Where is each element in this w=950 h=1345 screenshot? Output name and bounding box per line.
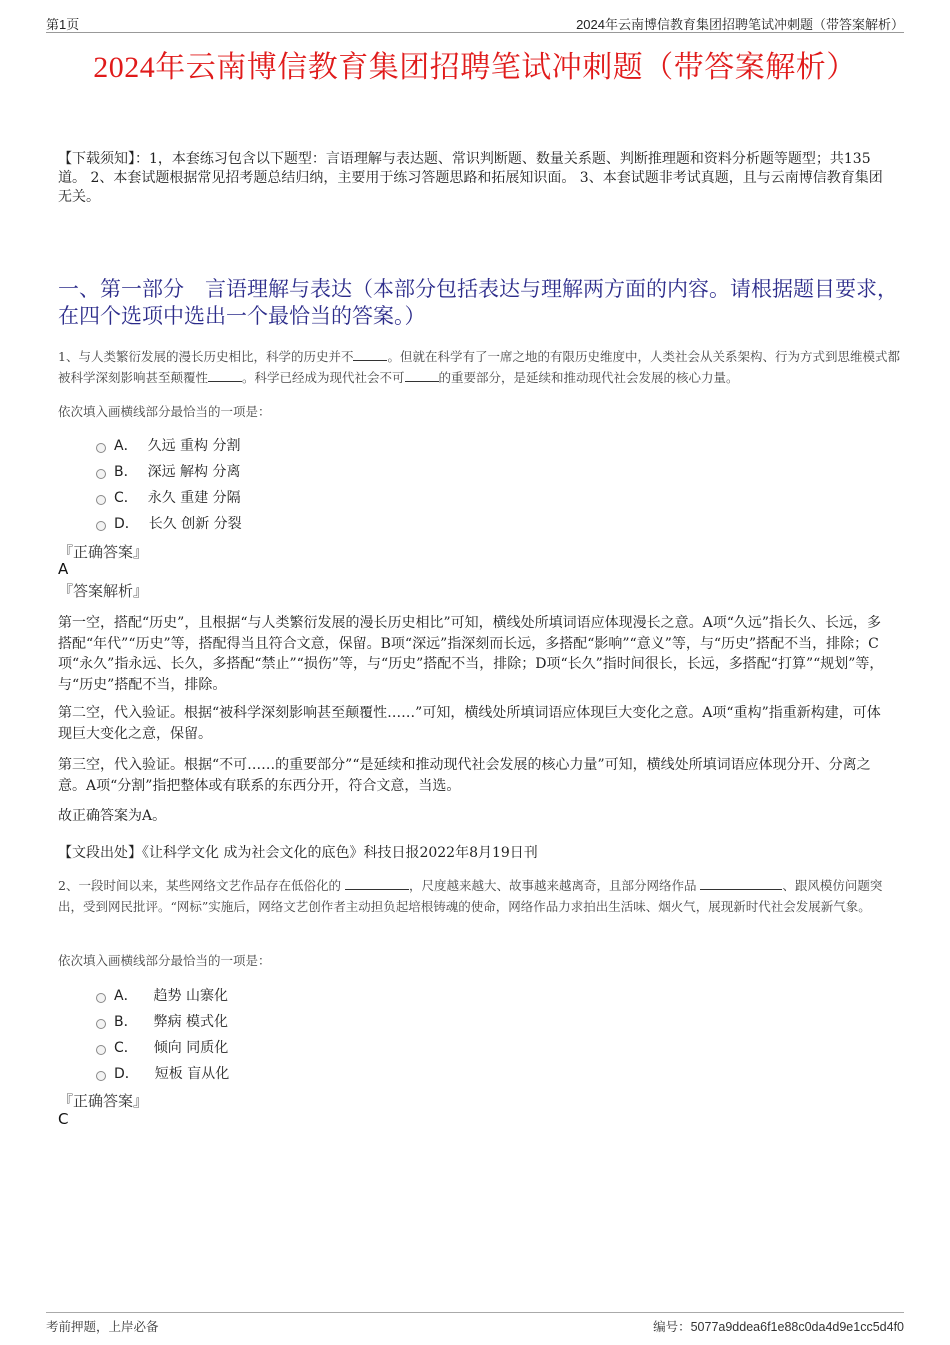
radio-button[interactable] bbox=[96, 1071, 106, 1081]
option-letter: B． bbox=[114, 1014, 138, 1030]
correct-answer: C bbox=[58, 1110, 69, 1128]
document-title: 2024年云南博信教育集团招聘笔试冲刺题（带答案解析） bbox=[93, 51, 857, 84]
question-1-options bbox=[96, 432, 242, 536]
stem-text: 1、与人类繁衍发展的漫长历史相比，科学的历史并不 bbox=[58, 349, 354, 364]
blank-line bbox=[405, 369, 439, 382]
header-doc-title: 2024年云南博信教育集团招聘笔试冲刺题（带答案解析） bbox=[576, 17, 904, 32]
option-text: 长久 创新 分裂 bbox=[148, 516, 242, 532]
question-1-stem bbox=[58, 346, 903, 388]
page-footer bbox=[46, 1312, 904, 1335]
radio-button[interactable] bbox=[96, 495, 106, 505]
option-c[interactable] bbox=[96, 1034, 229, 1060]
option-d[interactable] bbox=[96, 1060, 229, 1086]
option-text: 深远 解构 分离 bbox=[147, 464, 241, 480]
option-letter: C． bbox=[114, 1040, 138, 1056]
option-d[interactable] bbox=[96, 510, 242, 536]
stem-text: 2、一段时间以来，某些网络文艺作品存在低俗化的 bbox=[58, 878, 345, 893]
option-text: 弊病 模式化 bbox=[153, 1014, 229, 1030]
option-letter: A． bbox=[114, 988, 138, 1004]
option-c[interactable] bbox=[96, 484, 242, 510]
page-header bbox=[46, 14, 904, 33]
analysis-paragraph-3: 第三空，代入验证。根据“不可……的重要部分”“是延续和推动现代社会发展的核心力量”可知，横线处所填词语应体现分开、分离之意。A项“分割”指把整体或有联系的东西分开，符合文意，当选。 bbox=[58, 757, 871, 794]
correct-answer: A bbox=[58, 560, 69, 578]
option-b[interactable] bbox=[96, 458, 242, 484]
option-a[interactable] bbox=[96, 432, 242, 458]
option-text: 久远 重构 分割 bbox=[147, 438, 241, 454]
download-notice: 【下载须知】：1，本套练习包含以下题型：言语理解与表达题、常识判断题、数量关系题、判断推理题和资料分析题等题型；共135道。 2、本套试题根据常见招考题总结归纳，主要用于练习答题思路和拓展知识面。 3、本套试题非考试真题，且与云南博信教育集团无关。 bbox=[58, 151, 883, 205]
radio-button[interactable] bbox=[96, 469, 106, 479]
option-letter: D． bbox=[114, 1066, 139, 1082]
blank-line bbox=[345, 877, 409, 890]
option-letter: A． bbox=[114, 438, 138, 454]
stem-text: ，尺度越来越大、故事越来越离奇，且部分网络作品 bbox=[408, 878, 701, 893]
blank-line bbox=[208, 369, 242, 382]
page-number: 第1页 bbox=[46, 17, 80, 32]
stem-text: 、跟风模仿问题突出，受到网民批评。“网标”实施后，网络文艺创作者主动担负起培根铸魂的使命，网络作品力求拍出生活味、烟火气，展现新时代社会发展新气象。 bbox=[58, 878, 883, 914]
question-2-prompt: 依次填入画横线部分最恰当的一项是： bbox=[58, 953, 271, 968]
option-text: 短板 盲从化 bbox=[154, 1066, 230, 1082]
passage-source: 【文段出处】《让科学文化 成为社会文化的底色》科技日报2022年8月19日刊 bbox=[58, 845, 538, 861]
question-2-stem bbox=[58, 875, 903, 917]
option-letter: B． bbox=[114, 464, 138, 480]
analysis-paragraph-2: 第二空，代入验证。根据“被科学深刻影响甚至颠覆性……”可知，横线处所填词语应体现巨大变化之意。A项“重构”指重新构建，可体现巨大变化之意，保留。 bbox=[58, 705, 881, 742]
question-1-prompt: 依次填入画横线部分最恰当的一项是： bbox=[58, 404, 271, 419]
footer-slogan: 考前押题，上岸必备 bbox=[46, 1320, 159, 1334]
radio-button[interactable] bbox=[96, 443, 106, 453]
option-a[interactable] bbox=[96, 982, 229, 1008]
stem-text: 。但就在科学有了一席之地的有限历史维度中，人类社会从关系架构、行为方式到思维模式都被科学深刻影响甚至颠覆性 bbox=[58, 349, 900, 385]
radio-button[interactable] bbox=[96, 993, 106, 1003]
option-letter: D． bbox=[114, 516, 139, 532]
option-b[interactable] bbox=[96, 1008, 229, 1034]
analysis-label: 『答案解析』 bbox=[58, 582, 149, 600]
option-letter: C． bbox=[114, 490, 138, 506]
correct-answer-label: 『正确答案』 bbox=[58, 1092, 149, 1110]
stem-text: 的重要部分，是延续和推动现代社会发展的核心力量。 bbox=[438, 370, 739, 385]
analysis-paragraph-1: 第一空，搭配“历史”，且根据“与人类繁衍发展的漫长历史相比”可知，横线处所填词语应体现漫长之意。A项“久远”指长久、长远，多搭配“年代”“历史”等，搭配得当且符合文意，保留。B项“深远”指深刻而长远，多搭配“影响”“意义”等，与“历史”搭配不当，排除；C项“永久”指永远、长久，多搭配“禁止”“损伤”等，与“历史”搭配不当，排除；D项“长久”指时间很长，长远，多搭配“打算”“规划”等，与“历史”搭配不当，排除。 bbox=[58, 615, 884, 693]
stem-text: 。科学已经成为现代社会不可 bbox=[242, 370, 405, 385]
blank-line bbox=[353, 348, 387, 361]
analysis-conclusion: 故正确答案为A。 bbox=[58, 808, 167, 824]
section-heading: 一、第一部分 言语理解与表达（本部分包括表达与理解两方面的内容。请根据题目要求，在四个选项中选出一个最恰当的答案。） bbox=[58, 277, 898, 328]
radio-button[interactable] bbox=[96, 521, 106, 531]
blank-line bbox=[700, 877, 782, 890]
radio-button[interactable] bbox=[96, 1045, 106, 1055]
serial-number: 5077a9ddea6f1e88c0da4d9e1cc5d4f0 bbox=[690, 1320, 904, 1334]
serial-label: 编号： bbox=[653, 1320, 691, 1334]
option-text: 趋势 山寨化 bbox=[153, 988, 229, 1004]
question-2-options bbox=[96, 982, 229, 1086]
option-text: 倾向 同质化 bbox=[153, 1040, 229, 1056]
radio-button[interactable] bbox=[96, 1019, 106, 1029]
footer-serial bbox=[653, 1317, 904, 1335]
correct-answer-label: 『正确答案』 bbox=[58, 543, 149, 561]
option-text: 永久 重建 分隔 bbox=[147, 490, 241, 506]
